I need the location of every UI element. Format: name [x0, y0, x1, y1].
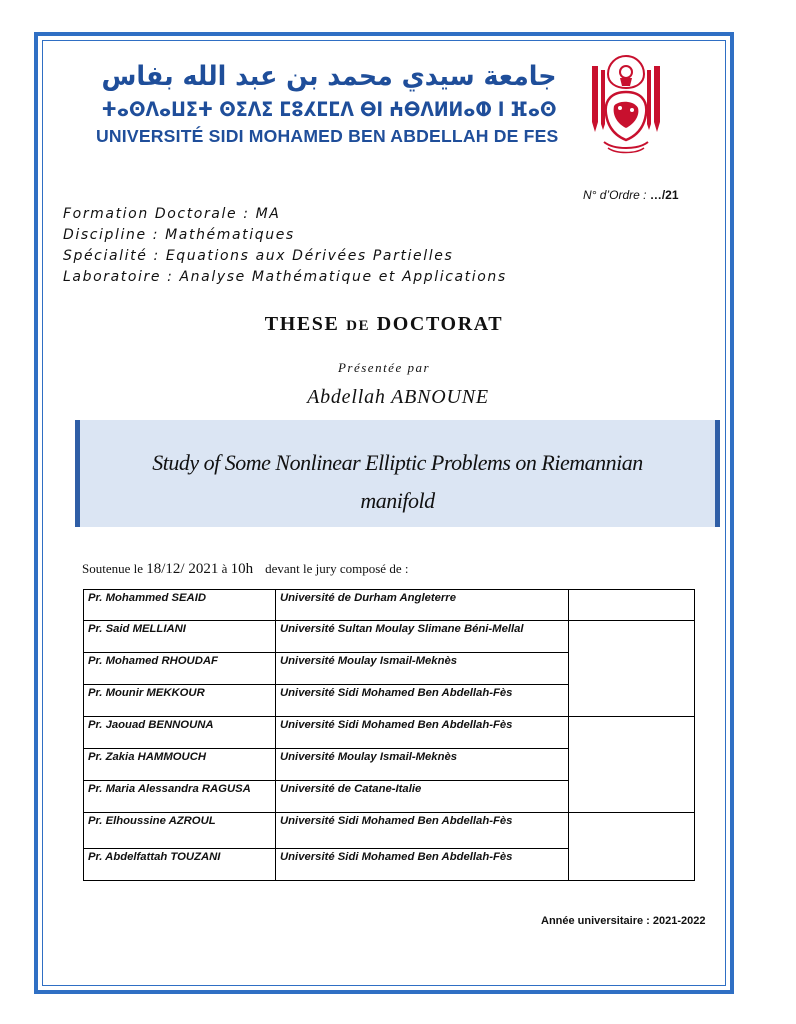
jury-name-cell: Pr. Mohamed RHOUDAF — [84, 653, 276, 685]
jury-affiliation-cell: Université de Catane-Italie — [276, 781, 569, 813]
svg-text:ⵜⴰⵙⴷⴰⵡⵉⵜ ⵙⵉⴷⵉ ⵎⵓⵃⵎⵎⴷ ⴱⵏ ⵄⴱⴷⵍⵍⴰ: ⵜⴰⵙⴷⴰⵡⵉⵜ ⵙⵉⴷⵉ ⵎⵓⵃⵎⵎⴷ ⴱⵏ ⵄⴱⴷⵍⵍⴰⵀ ⵏ ⴼⴰⵙ — [101, 97, 557, 121]
order-number-label: N° d’Ordre : — [583, 188, 650, 202]
defense-time: 10h — [230, 561, 254, 577]
jury-name-cell: Pr. Zakia HAMMOUCH — [84, 749, 276, 781]
author-name: Abdellah ABNOUNE — [307, 386, 489, 408]
defense-suffix: devant le jury composé de : — [265, 561, 409, 576]
jury-affiliation-cell: Université de Durham Angleterre — [276, 590, 569, 621]
jury-affiliation-cell: Université Moulay Ismail-Meknès — [276, 749, 569, 781]
defense-mid: à — [218, 561, 231, 576]
university-arabic-name — [96, 56, 562, 92]
svg-text:جامعة سيدي محمد بن عبد الله بف: جامعة سيدي محمد بن عبد الله بفاس — [101, 61, 557, 92]
doctoral-info-block — [63, 204, 507, 288]
presented-by-label: Présentée par — [337, 360, 431, 375]
jury-role-cell — [569, 621, 695, 717]
discipline-line: Discipline : Mathématiques — [63, 227, 295, 243]
specialite-line: Spécialité : Equations aux Dérivées Partielles — [63, 248, 454, 264]
jury-name-cell: Pr. Elhoussine AZROUL — [84, 813, 276, 849]
university-name: UNIVERSITÉ SIDI MOHAMED BEN ABDELLAH DE FES — [96, 126, 559, 146]
thesis-title-box — [75, 420, 720, 527]
thesis-title-line-1: Study of Some Nonlinear Elliptic Problems on Riemannian — [152, 450, 643, 475]
table-row — [84, 590, 695, 621]
university-seal-logo — [584, 52, 668, 160]
jury-name-cell: Pr. Mohammed SEAID — [84, 590, 276, 621]
defense-date: 18/12/ 2021 — [146, 561, 219, 577]
jury-role-cell — [569, 590, 695, 621]
jury-name-cell: Pr. Said MELLIANI — [84, 621, 276, 653]
jury-name-cell: Pr. Jaouad BENNOUNA — [84, 717, 276, 749]
defense-prefix: Soutenue le — [82, 561, 147, 576]
defense-statement — [82, 561, 408, 578]
formation-line: Formation Doctorale : MA — [63, 206, 281, 222]
jury-role-cell — [569, 813, 695, 881]
order-number-value: …/21 — [649, 188, 679, 202]
table-row — [84, 621, 695, 653]
laboratoire-line: Laboratoire : Analyse Mathématique et Applications — [63, 269, 507, 285]
thesis-title-line-2: manifold — [360, 488, 435, 513]
jury-affiliation-cell: Université Sidi Mohamed Ben Abdellah-Fès — [276, 685, 569, 717]
de-word: DE — [346, 318, 371, 334]
jury-name-cell: Pr. Abdelfattah TOUZANI — [84, 849, 276, 881]
jury-role-cell — [569, 717, 695, 813]
jury-name-cell: Pr. Mounir MEKKOUR — [84, 685, 276, 717]
jury-table — [83, 589, 695, 881]
university-tifinagh-name — [96, 94, 562, 122]
these-word: THESE — [264, 313, 347, 335]
jury-affiliation-cell: Université Sidi Mohamed Ben Abdellah-Fès — [276, 849, 569, 881]
jury-affiliation-cell: Université Moulay Ismail-Meknès — [276, 653, 569, 685]
academic-year: Année universitaire : 2021-2022 — [541, 915, 706, 927]
jury-name-cell: Pr. Maria Alessandra RAGUSA — [84, 781, 276, 813]
table-row — [84, 717, 695, 749]
order-number — [583, 188, 679, 202]
doctorat-word: DOCTORAT — [370, 313, 504, 335]
jury-affiliation-cell: Université Sultan Moulay Slimane Béni-Mellal — [276, 621, 569, 653]
jury-affiliation-cell: Université Sidi Mohamed Ben Abdellah-Fès — [276, 717, 569, 749]
table-row — [84, 813, 695, 849]
jury-affiliation-cell: Université Sidi Mohamed Ben Abdellah-Fès — [276, 813, 569, 849]
thesis-type-heading — [0, 313, 768, 336]
